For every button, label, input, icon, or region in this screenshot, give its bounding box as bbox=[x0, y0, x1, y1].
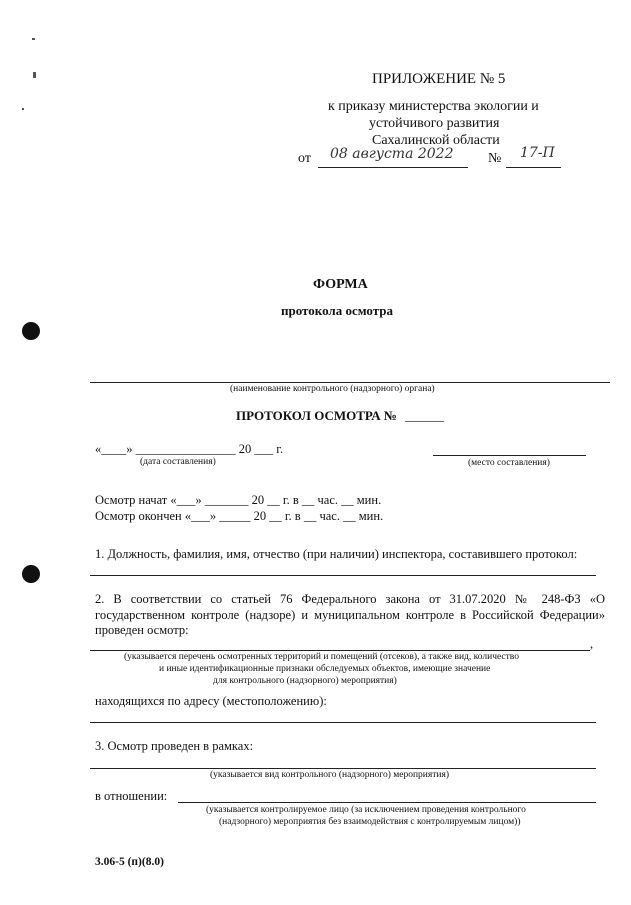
item-1-line bbox=[90, 575, 596, 576]
scan-speck bbox=[22, 108, 24, 110]
item-2-address-line bbox=[90, 722, 596, 723]
protocol-number-blank: ______ bbox=[405, 408, 444, 423]
appendix-line-2: устойчивого развития bbox=[369, 116, 500, 131]
form-title: ФОРМА bbox=[313, 277, 368, 292]
appendix-from-label: от bbox=[298, 151, 311, 166]
appendix-line-1: к приказу министерства экологии и bbox=[328, 99, 539, 114]
date-of-compilation: «____» ________________ 20 ___ г. bbox=[95, 442, 284, 456]
footer-code: 3.06-5 (п)(8.0) bbox=[95, 856, 164, 868]
item-2-caption-2: и иные идентификационные признаки обследуемых объектов, имеющие значение bbox=[159, 664, 491, 674]
inspection-finished: Осмотр окончен «___» _____ 20 __ г. в __ час. __ мин. bbox=[95, 509, 384, 523]
appendix-title: ПРИЛОЖЕНИЕ № 5 bbox=[372, 71, 506, 87]
date-caption: (дата составления) bbox=[140, 457, 216, 467]
item-3-caption: (указывается вид контрольного (надзорного) мероприятия) bbox=[210, 770, 450, 780]
punch-hole-bottom bbox=[22, 565, 40, 583]
item-3-regarding: в отношении: bbox=[95, 789, 168, 803]
handwritten-number: 17-П bbox=[520, 145, 555, 161]
item-3-caption-2a: (указывается контролируемое лицо (за исключением проведения контрольного bbox=[206, 805, 526, 815]
item-1-inspector: 1. Должность, фамилия, имя, отчество (при наличии) инспектора, составившего протокол: bbox=[95, 547, 578, 561]
place-caption: (место составления) bbox=[468, 458, 550, 468]
item-2-caption-1: (указывается перечень осмотренных территорий и помещений (отсеков), а также вид, количество bbox=[124, 652, 519, 662]
scan-speck bbox=[33, 72, 36, 78]
organ-name-line bbox=[90, 382, 610, 383]
organ-caption: (наименование контрольного (надзорного) органа) bbox=[230, 384, 435, 394]
protocol-title: ПРОТОКОЛ ОСМОТРА № bbox=[236, 408, 397, 423]
item-3-caption-2b: (надзорного) мероприятия без взаимодействия с контролируемым лицом)) bbox=[219, 817, 521, 827]
form-subtitle: протокола осмотра bbox=[281, 303, 394, 318]
inspection-started: Осмотр начат «___» _______ 20 __ г. в __ час. __ мин. bbox=[95, 493, 382, 507]
item-3-text: 3. Осмотр проведен в рамках: bbox=[95, 739, 254, 753]
scan-speck bbox=[32, 38, 35, 40]
item-2-comma: , bbox=[590, 637, 594, 651]
handwritten-date: 08 августа 2022 bbox=[330, 146, 454, 162]
place-line bbox=[433, 455, 586, 456]
item-3-line bbox=[90, 768, 596, 769]
item-2-address: находящихся по адресу (местоположению): bbox=[95, 694, 327, 708]
appendix-line-3: Сахалинской области bbox=[372, 133, 500, 148]
punch-hole-top bbox=[22, 322, 40, 340]
item-2-text: 2. В соответствии со статьей 76 Федерального закона от 31.07.2020 № 248-ФЗ «О государственном контроле (надзоре) и муниципальном контроле в Российской Федерации» проведен осмотр: bbox=[95, 592, 605, 637]
appendix-number-label: № bbox=[488, 151, 502, 166]
item-3-regarding-line bbox=[178, 802, 596, 803]
date-underline bbox=[318, 167, 468, 168]
item-2-caption-3: для контрольного (надзорного) мероприятия) bbox=[213, 676, 397, 686]
item-2-line bbox=[90, 650, 590, 651]
number-underline bbox=[506, 167, 561, 168]
